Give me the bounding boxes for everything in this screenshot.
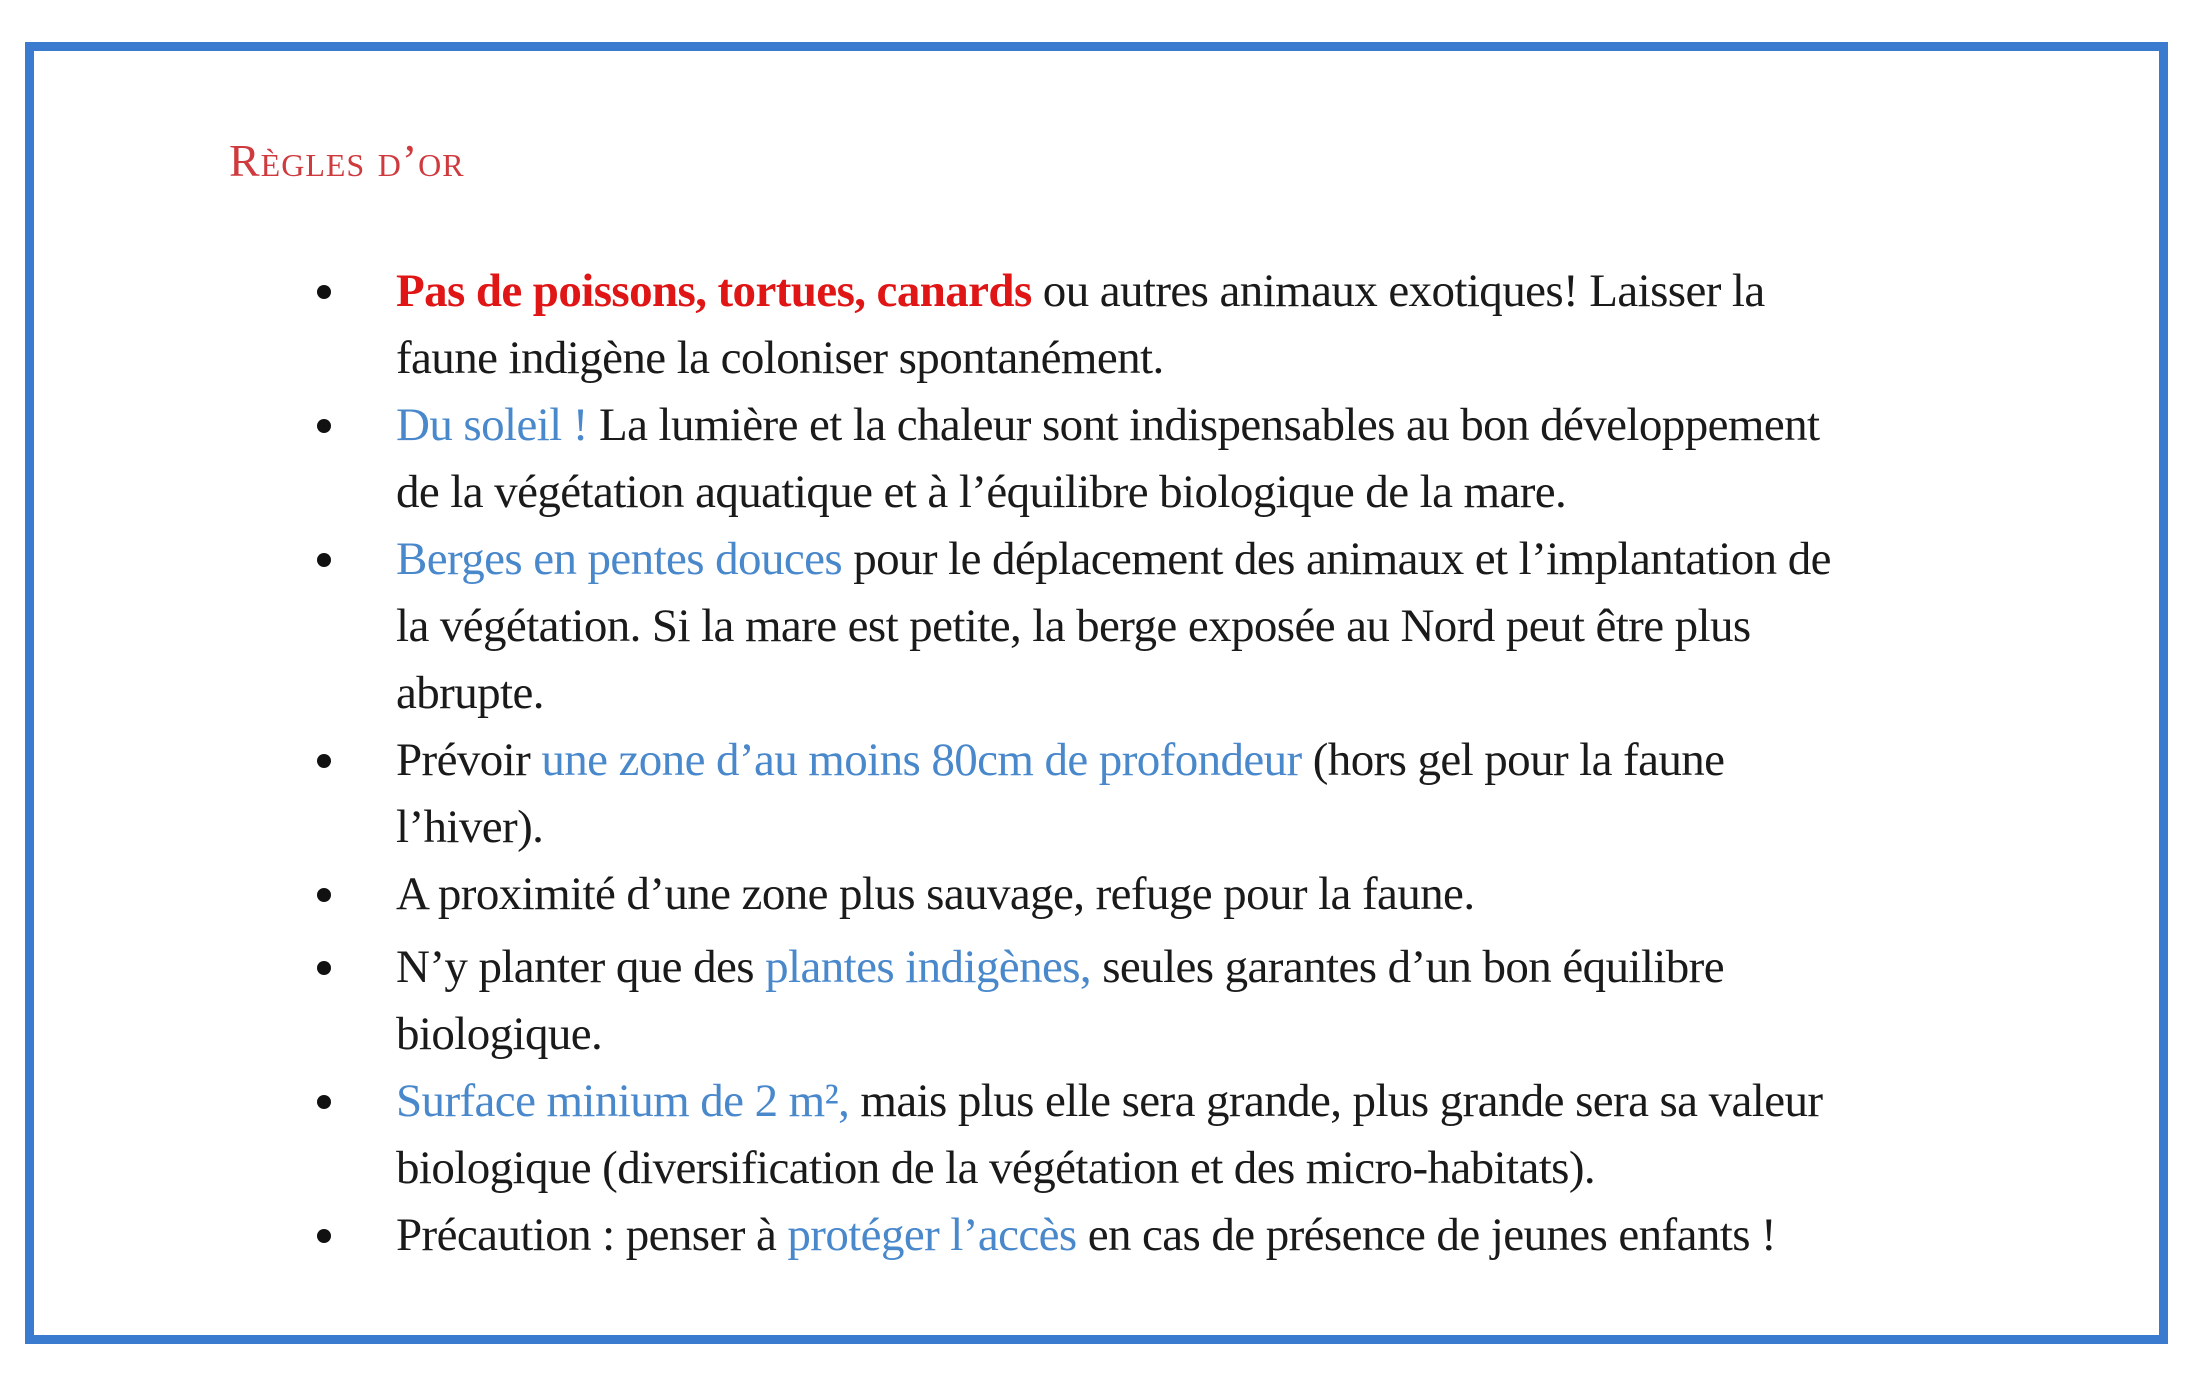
body-text: La lumière et la chaleur sont indispensables au bon développement [587,399,1820,451]
body-text: mais plus elle sera grande, plus grande sera sa valeur [849,1075,1823,1127]
bullet-icon [317,285,331,299]
body-text: Prévoir [396,734,542,786]
body-text: faune indigène la coloniser spontanément. [396,332,1164,384]
list-item [34,934,2159,1068]
body-text: N’y planter que des [396,941,766,993]
section-title: Règles d’or [229,135,465,186]
body-text: l’hiver). [396,801,544,853]
text-line [396,727,2159,794]
body-text: de la végétation aquatique et à l’équilibre biologique de la mare. [396,466,1567,518]
bullet-icon [317,961,331,975]
highlighted-text: plantes indigènes, [765,941,1092,993]
rules-list [34,258,2159,1269]
text-line [396,459,2159,526]
bullet-icon [317,553,331,567]
list-item [34,1202,2159,1269]
text-line [396,794,2159,861]
text-line [396,1202,2159,1269]
body-text: abrupte. [396,667,544,719]
highlighted-text: protéger l’accès [787,1209,1077,1261]
text-line [396,660,2159,727]
list-item [34,1068,2159,1202]
body-text: seules garantes d’un bon équilibre [1091,941,1724,993]
text-line [396,1001,2159,1068]
body-text: Précaution : penser à [396,1209,788,1261]
highlighted-text: Surface minium de 2 m², [396,1075,850,1127]
bullet-icon [317,419,331,433]
text-line [396,934,2159,1001]
text-line [396,526,2159,593]
list-item [34,258,2159,392]
highlighted-text: Du soleil ! [396,399,588,451]
body-text: biologique (diversification de la végétation et des micro-habitats). [396,1142,1596,1194]
highlighted-text: une zone d’au moins 80cm de profondeur [541,734,1302,786]
bullet-icon [317,1229,331,1243]
highlighted-text: Berges en pentes douces [396,533,843,585]
bullet-icon [317,1095,331,1109]
bullet-icon [317,888,331,902]
body-text: (hors gel pour la faune [1301,734,1725,786]
highlighted-text: Pas de poissons, tortues, canards [396,265,1032,317]
rules-box [25,42,2168,1344]
body-text: ou autres animaux exotiques! Laisser la [1031,265,1765,317]
body-text: la végétation. Si la mare est petite, la berge exposée au Nord peut être plus [396,600,1751,652]
text-line [396,1135,2159,1202]
list-item [34,861,2159,928]
body-text: biologique. [396,1008,603,1060]
text-line [396,258,2159,325]
text-line [396,1068,2159,1135]
text-line [396,861,2159,928]
body-text: A proximité d’une zone plus sauvage, refuge pour la faune. [396,868,1475,920]
text-line [396,392,2159,459]
list-item [34,727,2159,861]
bullet-icon [317,754,331,768]
list-item [34,526,2159,727]
text-line [396,593,2159,660]
body-text: en cas de présence de jeunes enfants ! [1076,1209,1777,1261]
list-item [34,392,2159,526]
text-line [396,325,2159,392]
body-text: pour le déplacement des animaux et l’implantation de [842,533,1831,585]
